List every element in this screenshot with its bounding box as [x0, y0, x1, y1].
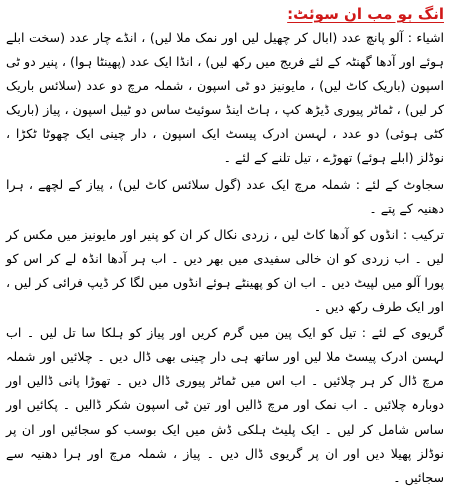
recipe-title: انگ بو مب ان سوئٹ:: [287, 5, 444, 23]
ingredients-text: آلو پانچ عدد (ابال کر چھیل لیں اور نمک ملا لیں) ، انڈے چار عدد (سخت ابلے ہوئے اور آدھا گھنٹہ کے لئے فریج میں رکھ لیں) ، انڈا ایک عدد (پھینٹا ہوا) ، پنیر دو ٹی اسپون (باریک کاٹ لیں) ، مایونیز دو ٹی اسپون ، شملہ مرچ دو عدد (سلائس باریک کر لیں) ، ٹماٹر پیوری ڈیڑھ کپ ، ہاٹ اینڈ سوئیٹ ساس دو ٹیبل اسپون ، پیاز (باریک کٹی ہوئی) دو عدد ، لہسن ادرک پیسٹ ایک اسپون ، دار چینی ایک چھوٹا ٹکڑا ، نوڈلز (ابلے ہوئے) تھوڑے ، تیل تلنے کے لئے ۔: [6, 30, 444, 166]
title-row: [6, 2, 444, 26]
ingredients-paragraph: [6, 26, 444, 171]
recipe-document: [6, 2, 445, 485]
gravy-text: تیل کو ایک پین میں گرم کریں اور پیاز کو ہلکا سا تل لیں ۔ اب لہسن ادرک پیسٹ ملا لیں اور ساتھ ہی دار چینی بھی ڈال دیں ۔ چلائیں اور شملہ مرچ ڈال کر ہر چلائیں ۔ اب اس میں ٹماٹر پیوری ڈال دیں ۔ تھوڑا پانی ڈالیں اور دوبارہ چلائیں ۔ اب نمک اور مرچ ڈالیں اور تین ٹی اسپون شکر ڈالیں ۔ پکائیں اور ساس شامل کر لیں ۔ ایک پلیٹ ہلکی ڈش میں ایک بوسب کو سجائیں اور ان پر نوڈلز پھیلا دیں اور ان پر گریوی ڈال دیں ۔ پیاز ، شملہ مرچ اور ہرا دھنیہ سے سجائیں ۔: [6, 325, 444, 485]
garnish-paragraph: [6, 173, 444, 221]
gravy-paragraph: [6, 321, 444, 490]
method-label: ترکیب :: [402, 226, 444, 242]
ingredients-label: اشیاء :: [407, 30, 445, 45]
gravy-label: گریوی کے لئے :: [361, 325, 444, 341]
method-paragraph: [6, 223, 444, 319]
method-text: انڈوں کو آدھا کاٹ لیں ، زردی نکال کر ان کو پنیر اور مایونیز میں مکس کر لیں ۔ اب زردی کو ان خالی سفیدی میں بھر دیں ۔ اب ہر آدھا انڈہ لے کر اس کو پورا آلو میں لپیٹ دیں ۔ اب ان کو پھینٹے ہوئے انڈوں میں لگا کر ڈیپ فرائی کر لیں ، اور ایک طرف رکھ دیں ۔: [6, 226, 444, 315]
garnish-label: سجاوٹ کے لئے :: [355, 176, 444, 192]
garnish-text: شملہ مرچ ایک عدد (گول سلائس کاٹ لیں) ، پیاز کے لچھے ، ہرا دھنیہ کے پتے ۔: [6, 176, 444, 216]
